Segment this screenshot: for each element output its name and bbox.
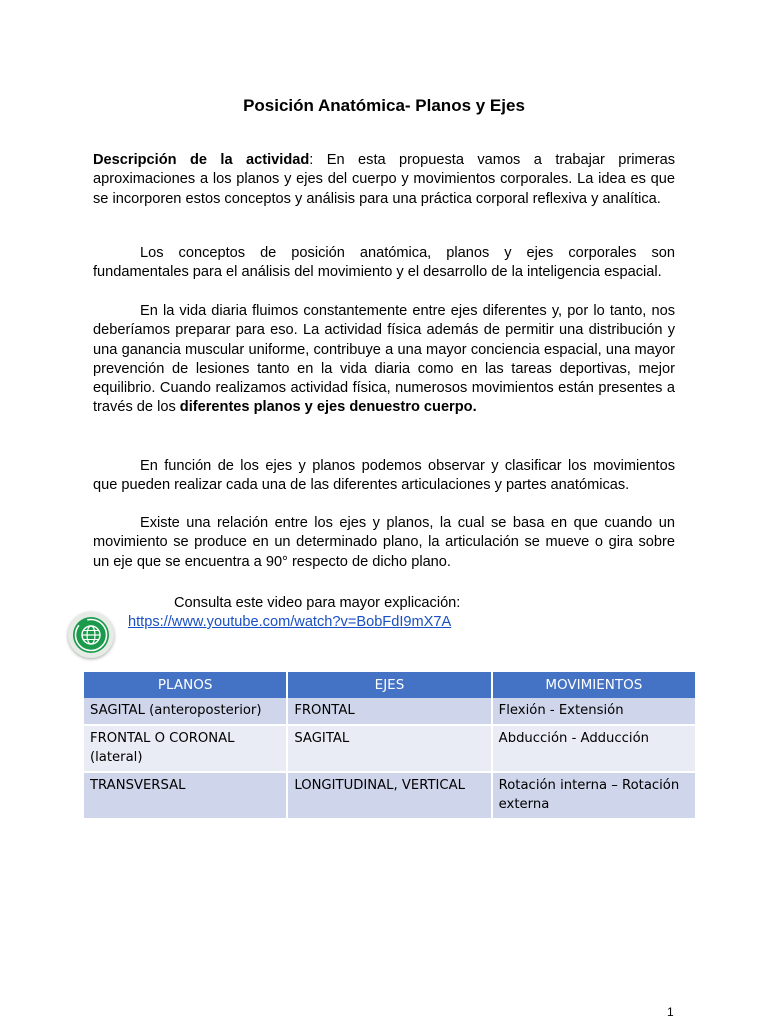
description-paragraph xyxy=(93,151,675,209)
globe-icon[interactable] xyxy=(68,612,114,658)
cell-movimiento: Abducción - Adducción xyxy=(492,725,695,772)
cell-eje: LONGITUDINAL, VERTICAL xyxy=(287,772,491,819)
header-movimientos: MOVIMIENTOS xyxy=(492,672,695,698)
paragraph-daily-life-bold: diferentes planos y ejes denuestro cuerpo. xyxy=(179,399,477,416)
planes-axes-table xyxy=(84,672,695,820)
cell-plano: FRONTAL O CORONAL (lateral) xyxy=(84,725,287,772)
video-link[interactable]: https://www.youtube.com/watch?v=BobFdI9mX7A xyxy=(128,614,452,630)
page-number: 1 xyxy=(667,1005,674,1019)
cell-eje: SAGITAL xyxy=(287,725,491,772)
table-header-row xyxy=(84,672,695,698)
paragraph-classification: En función de los ejes y planos podemos observar y clasificar los movimientos que pueden realizar cada una de las diferentes articulaciones y partes anatómicas. xyxy=(93,458,675,494)
table-row xyxy=(84,772,695,819)
cell-plano: TRANSVERSAL xyxy=(84,772,287,819)
description-text: : En esta propuesta vamos a trabajar primeras aproximaciones a los planos y ejes del cuerpo y movimientos corporales. La idea es que se incorporen estos conceptos y análisis para una práctica corporal reflexiva y analítica. xyxy=(93,152,675,207)
paragraph-relation: Existe una relación entre los ejes y planos, la cual se basa en que cuando un movimiento se produce en un determinado plano, la articulación se mueve o gira sobre un eje que se encuentra a 90° respecto de dicho plano. xyxy=(93,515,675,570)
cell-plano: SAGITAL (anteroposterior) xyxy=(84,698,287,725)
paragraph-daily-life xyxy=(93,302,675,418)
paragraph-concepts: Los conceptos de posición anatómica, planos y ejes corporales son fundamentales para el análisis del movimiento y el desarrollo de la inteligencia espacial. xyxy=(93,245,675,281)
header-planos: PLANOS xyxy=(84,672,287,698)
cell-movimiento: Flexión - Extensión xyxy=(492,698,695,725)
table-row xyxy=(84,725,695,772)
table-row xyxy=(84,698,695,725)
paragraph-daily-life-text: En la vida diaria fluimos constantemente entre ejes diferentes y, por lo tanto, nos deberíamos preparar para eso. La actividad física además de permitir una distribución y una ganancia muscular uniforme, contribuye a una mayor conciencia espacial, una mayor prevención de lesiones tanto en la vida diaria como en las tareas deportivas, mejor equilibrio. Cuando realizamos actividad física, numerosos movimientos están presentes a través de los xyxy=(93,303,675,416)
page-title: Posición Anatómica- Planos y Ejes xyxy=(243,96,525,115)
cell-movimiento: Rotación interna – Rotación externa xyxy=(492,772,695,819)
header-ejes: EJES xyxy=(287,672,491,698)
cell-eje: FRONTAL xyxy=(287,698,491,725)
description-label: Descripción de la actividad xyxy=(93,152,310,168)
consult-text: Consulta este video para mayor explicación: xyxy=(174,595,461,611)
